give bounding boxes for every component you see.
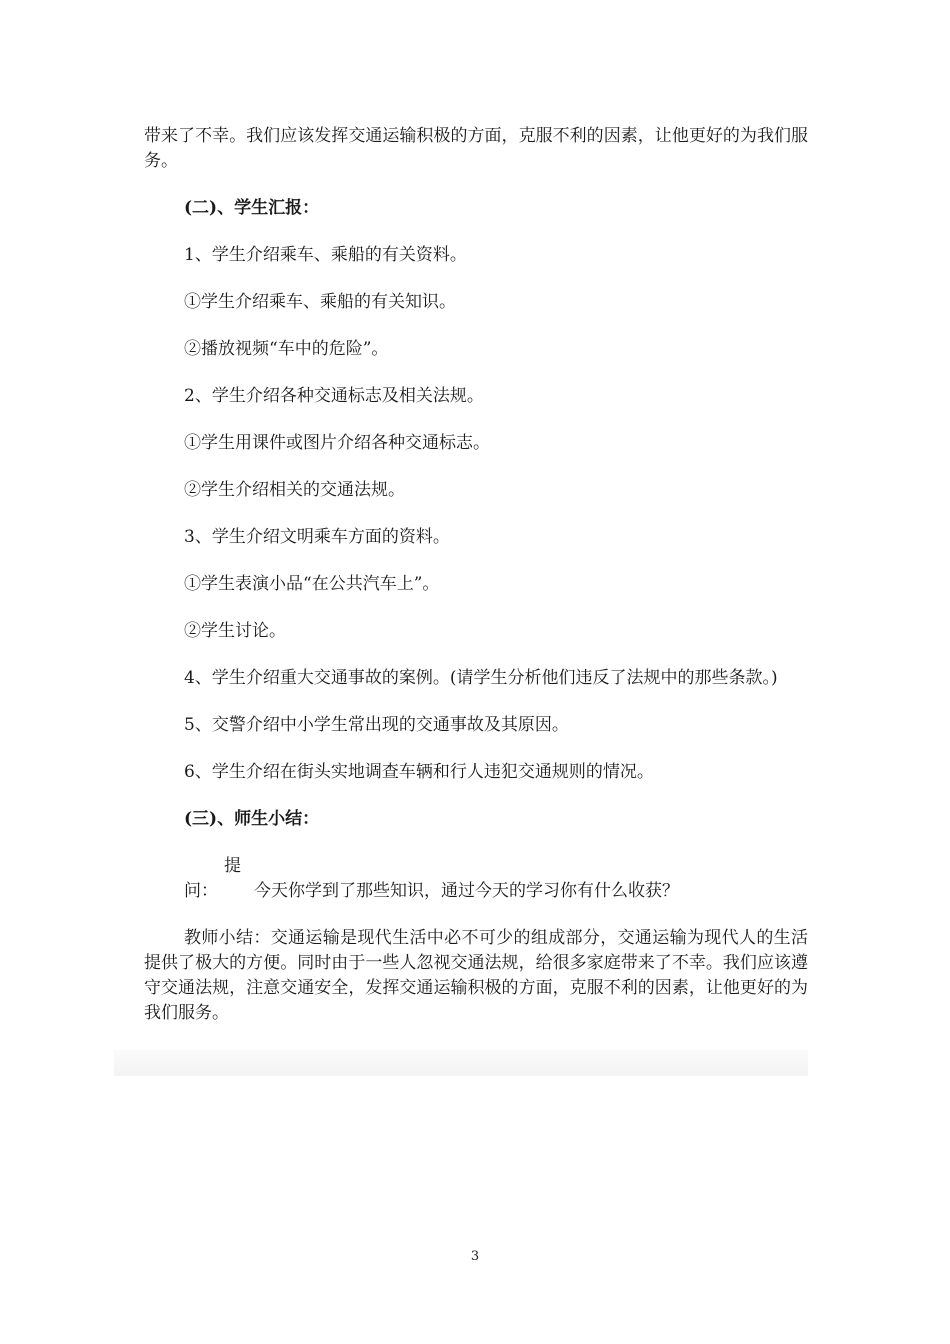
list-item: 1、学生介绍乘车、乘船的有关资料。	[184, 245, 467, 265]
list-item: 5、交警介绍中小学生常出现的交通事故及其原因。	[184, 715, 569, 735]
list-item: ①学生介绍乘车、乘船的有关知识。	[184, 292, 456, 312]
list-item: 4、学生介绍重大交通事故的案例。(请学生分析他们违反了法规中的那些条款。)	[184, 668, 778, 688]
section-heading-summary: (三)、师生小结：	[184, 809, 320, 829]
list-item: ①学生用课件或图片介绍各种交通标志。	[184, 433, 490, 453]
list-item: ②学生讨论。	[184, 621, 286, 641]
question-line	[144, 854, 808, 904]
page-number: 3	[470, 1249, 480, 1264]
list-item: ②学生介绍相关的交通法规。	[184, 480, 405, 500]
list-item: 3、学生介绍文明乘车方面的资料。	[184, 527, 450, 547]
teacher-summary: 教师小结：交通运输是现代生活中必不可少的组成部分，交通运输为现代人的生活提供了极大的方便。同时由于一些人忽视交通法规，给很多家庭带来了不幸。我们应该遵守交通法规，注意交通安全，发挥交通运输积极的方面，克服不利的因素，让他更好的为我们服务。	[144, 928, 808, 1023]
shaded-band	[114, 1050, 808, 1076]
question-label: 提问：	[184, 856, 241, 901]
intro-paragraph: 带来了不幸。我们应该发挥交通运输积极的方面，克服不利的因素，让他更好的为我们服务。	[144, 126, 808, 171]
list-item: 2、学生介绍各种交通标志及相关法规。	[184, 386, 484, 406]
list-item: ①学生表演小品“在公共汽车上”。	[184, 574, 440, 594]
page-content	[144, 124, 808, 1048]
list-item: ②播放视频“车中的危险”。	[184, 339, 389, 359]
list-item: 6、学生介绍在街头实地调查车辆和行人违犯交通规则的情况。	[184, 762, 654, 782]
section-heading-student-report: (二)、学生汇报：	[184, 198, 320, 218]
question-text: 今天你学到了那些知识，通过今天的学习你有什么收获？	[254, 881, 679, 901]
